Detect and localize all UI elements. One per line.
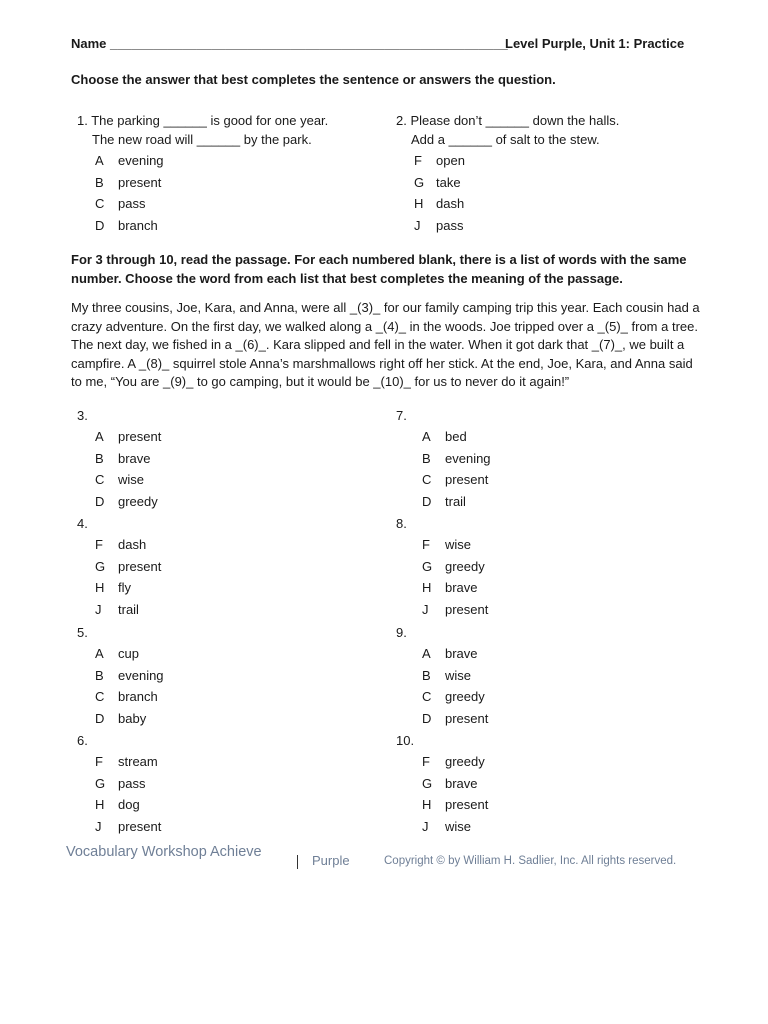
answer-option[interactable]: G take bbox=[414, 174, 461, 190]
answer-option[interactable]: F open bbox=[414, 153, 465, 168]
answer-option[interactable]: H present bbox=[422, 797, 489, 812]
answer-option[interactable]: J trail bbox=[95, 601, 139, 617]
passage-line: My three cousins, Joe, Kara, and Anna, were all _(3)_ for our family camping trip this year. Each cousin had a bbox=[71, 300, 700, 315]
answer-option[interactable]: B evening bbox=[422, 450, 491, 466]
question-1 bbox=[77, 111, 377, 236]
answer-option[interactable]: D branch bbox=[95, 217, 158, 233]
question-number: 9. bbox=[396, 625, 407, 640]
question-number: 5. bbox=[77, 625, 88, 640]
answer-option[interactable]: D trail bbox=[422, 493, 466, 509]
question-2-line2: Add a ______ of salt to the stew. bbox=[411, 132, 600, 147]
answer-option[interactable]: J present bbox=[95, 818, 162, 834]
answer-option[interactable]: B brave bbox=[95, 450, 151, 466]
instructions-part1: Choose the answer that best completes the sentence or answers the question. bbox=[71, 72, 556, 87]
answer-option[interactable]: C pass bbox=[95, 196, 146, 211]
question-6 bbox=[71, 730, 271, 837]
question-7 bbox=[396, 405, 596, 512]
question-number: 4. bbox=[77, 516, 88, 531]
level-label: Level Purple, Unit 1: Practice bbox=[505, 36, 685, 51]
question-9 bbox=[396, 622, 596, 729]
answer-option[interactable]: F wise bbox=[422, 537, 472, 552]
question-5 bbox=[71, 622, 271, 729]
answer-option[interactable]: F greedy bbox=[422, 754, 485, 769]
question-2-line1: 2. Please don’t ______ down the halls. bbox=[396, 113, 620, 128]
answer-option[interactable]: B evening bbox=[95, 667, 164, 683]
answer-option[interactable]: B present bbox=[95, 174, 162, 190]
question-number: 10. bbox=[396, 733, 415, 748]
footer-copyright: Copyright © by William H. Sadlier, Inc. All rights reserved. bbox=[384, 855, 677, 867]
answer-option[interactable]: C greedy bbox=[422, 689, 485, 704]
question-8 bbox=[396, 513, 596, 620]
answer-option[interactable]: J present bbox=[422, 601, 489, 617]
question-1-line1: 1. The parking ______ is good for one year. bbox=[77, 113, 329, 128]
answer-option[interactable]: G present bbox=[95, 558, 162, 574]
header bbox=[71, 36, 691, 51]
passage-line: crazy adventure. On the first day, we walked along a _(4)_ in the woods. Joe tripped over a _(5)_ from a tree. bbox=[71, 318, 698, 334]
answer-option[interactable]: H dog bbox=[95, 797, 140, 812]
answer-option[interactable]: F dash bbox=[95, 537, 147, 552]
question-number: 6. bbox=[77, 733, 88, 748]
footer-level: Purple bbox=[312, 853, 350, 868]
question-4 bbox=[71, 513, 271, 620]
question-number: 3. bbox=[77, 408, 88, 423]
question-2 bbox=[396, 111, 696, 236]
answer-option[interactable]: J pass bbox=[414, 217, 464, 233]
answer-option[interactable]: A bed bbox=[422, 429, 467, 444]
answer-option[interactable]: A evening bbox=[95, 153, 164, 168]
answer-option[interactable]: D baby bbox=[95, 710, 147, 726]
answer-option[interactable]: A present bbox=[95, 429, 162, 444]
answer-option[interactable]: J wise bbox=[422, 818, 472, 834]
footer-divider bbox=[297, 855, 298, 869]
question-10 bbox=[396, 730, 596, 837]
answer-option[interactable]: G pass bbox=[95, 775, 146, 791]
name-field-label: Name _______________________________________________________ bbox=[71, 36, 508, 51]
answer-option[interactable]: F stream bbox=[95, 754, 158, 769]
answer-option[interactable]: D greedy bbox=[95, 493, 158, 509]
instructions-part2: For 3 through 10, read the passage. For each numbered blank, there is a list of words with the same number. Choose the word from each list that best completes the meaning of the passage. bbox=[71, 252, 687, 286]
passage-line: campfire. A _(8)_ squirrel stole Anna’s marshmallows right off her stick. At the end, Joe, Kara, and Anna said bbox=[71, 355, 693, 371]
footer-brand: Vocabulary Workshop Achieve bbox=[66, 844, 262, 860]
answer-option[interactable]: G greedy bbox=[422, 558, 485, 574]
answer-option[interactable]: H fly bbox=[95, 580, 131, 595]
question-number: 8. bbox=[396, 516, 407, 531]
answer-option[interactable]: C branch bbox=[95, 689, 158, 704]
question-3 bbox=[71, 405, 271, 512]
question-number: 7. bbox=[396, 408, 407, 423]
passage-line: The next day, we fished in a _(6)_. Kara slipped and fell in the water. When it got dark that _(7)_, we built a bbox=[71, 337, 685, 353]
answer-option[interactable]: D present bbox=[422, 710, 489, 726]
answer-option[interactable]: A cup bbox=[95, 646, 139, 661]
question-1-line2: The new road will ______ by the park. bbox=[92, 132, 312, 147]
answer-option[interactable]: C wise bbox=[95, 472, 145, 487]
answer-option[interactable]: H dash bbox=[414, 196, 465, 211]
passage-line: to me, “You are _(9)_ to go camping, but it would be _(10)_ for us to never do it again!” bbox=[71, 374, 570, 390]
answer-option[interactable]: G brave bbox=[422, 775, 478, 791]
reading-passage bbox=[71, 299, 716, 392]
answer-option[interactable]: A brave bbox=[422, 646, 478, 661]
answer-option[interactable]: B wise bbox=[422, 667, 472, 683]
answer-option[interactable]: C present bbox=[422, 472, 489, 487]
answer-option[interactable]: H brave bbox=[422, 580, 478, 595]
